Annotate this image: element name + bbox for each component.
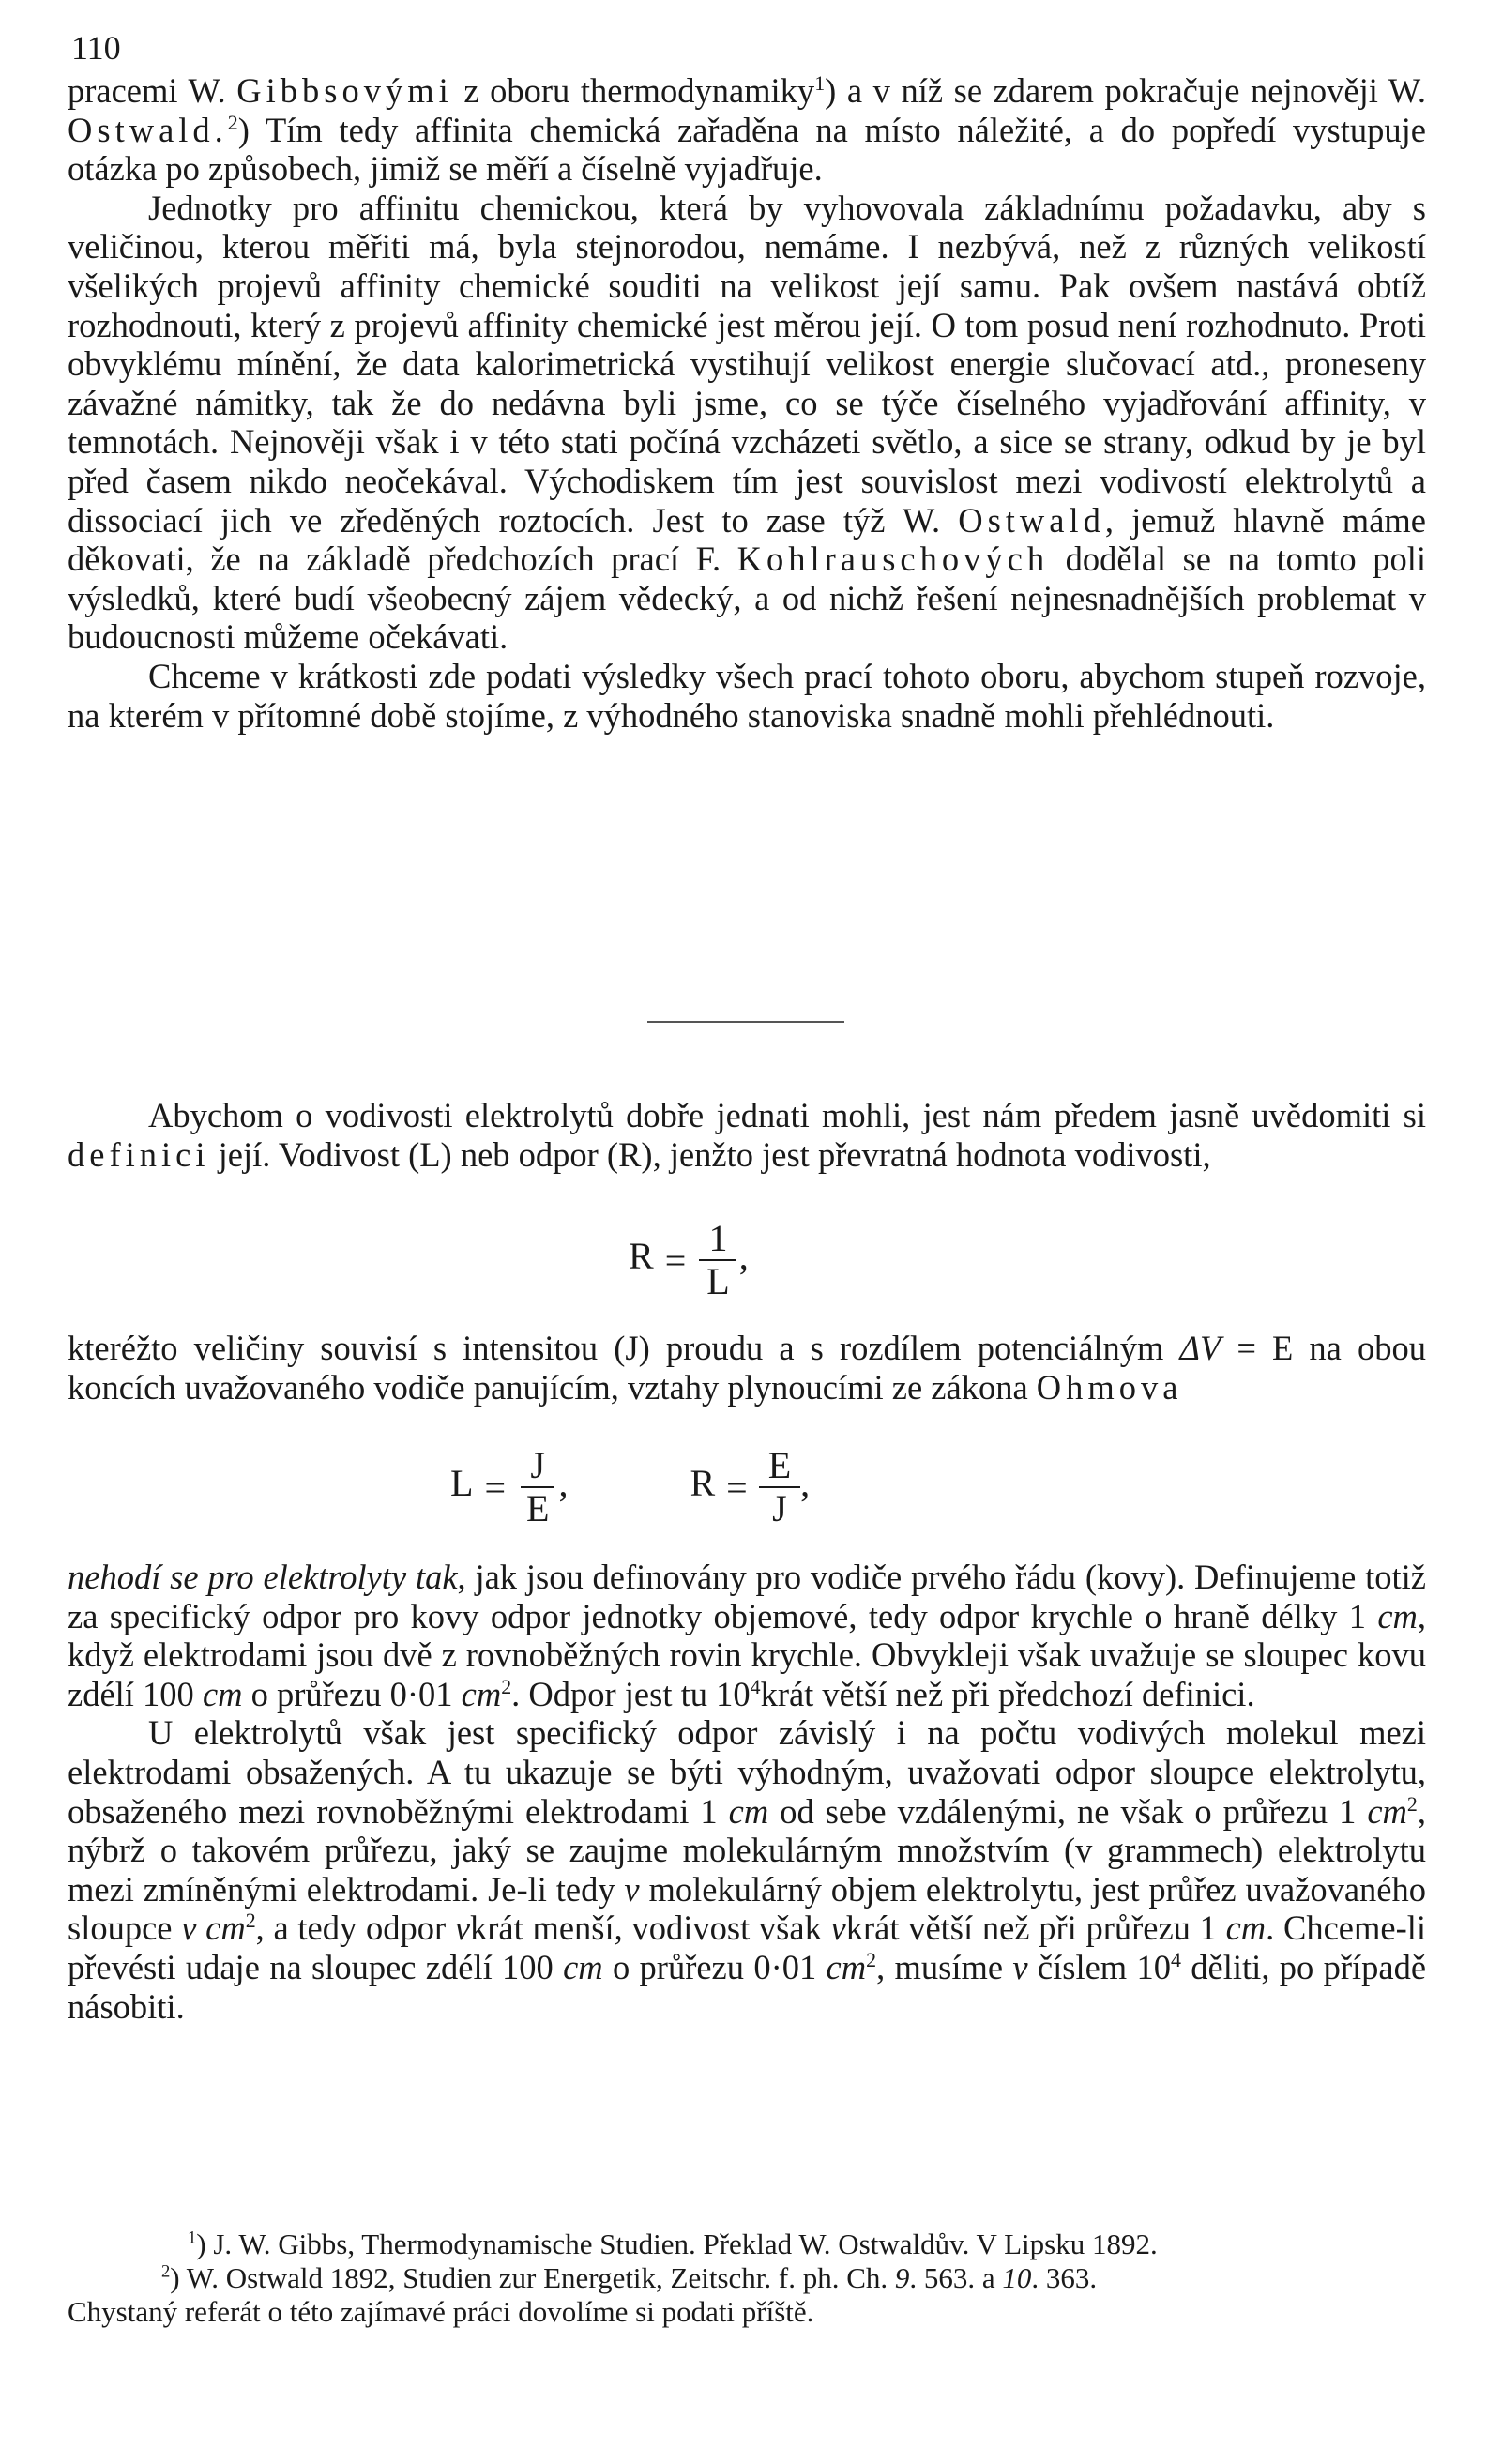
- name-gibbs: Gibbsovými: [236, 71, 453, 110]
- name-ostwald-2: Ostwald: [958, 500, 1105, 540]
- page-number: 110: [71, 29, 121, 67]
- formula-resistance: R = $\frac{1}{L}$ ,: [629, 1217, 749, 1302]
- section-divider: [647, 1021, 844, 1023]
- name-kohlrausch: Kohlrauschových: [736, 540, 1050, 579]
- text-section-2c: [68, 1558, 1426, 2026]
- text-section-2a: [68, 1096, 1426, 1174]
- paragraph-1: pracemi W. Gibbsovými z oboru thermodynamiky$^1$) a v níž se zdarem pokračuje nejnověji W. Ostwald.$^2$) Tím tedy affinita chemická zařaděna na místo náležité, a do popředí vystupuje otázka po způsobech, jimiž se měří a číselně vyjadřuje.: [68, 70, 1426, 189]
- paragraph-4: Abychom o vodivosti elektrolytů dobře jednati mohli, jest nám předem jasně uvědomiti si definici její. Vodivost (L) neb odpor (R), jenžto jest převratná hodnota vodivosti,: [68, 1096, 1426, 1174]
- footnotes: [68, 2228, 1426, 2329]
- formula-ohm-law: L = $\frac{J}{E}$ , R = $\frac{E}{J}$ ,: [450, 1444, 811, 1529]
- footnote-2: $^2$) W. Ostwald 1892, Studien zur Energetik, Zeitschr. f. ph. Ch. 9. 563. a 10. 363.: [161, 2261, 1098, 2294]
- paragraph-5: kteréžto veličiny souvisí s intensitou (J) proudu a s rozdílem potenciálným ΔV = E na obou koncích uvažovaného vodiče panujícím, vztahy plynoucími ze zákona Ohmova: [68, 1329, 1426, 1407]
- paragraph-3: Chceme v krátkosti zde podati výsledky všech prací tohoto oboru, abychom stupeň rozvoje, na kterém v přítomné době stojíme, z výhodného stanoviska snadně mohli přehlédnouti.: [68, 656, 1426, 735]
- paragraph-6: nehodí se pro elektrolyty tak, jak jsou definovány pro vodiče prvého řádu (kovy). Definujeme totiž za specifický odpor pro kovy odpor jednotky objemové, tedy odpor krychle o hraně délky 1 cm, když elektrodami jsou dvě z rovnoběžných rovin krychle. Obvykleji však uvažuje se sloupec kovu zdélí 100 cm o průřezu 0·01 $cm^2$. Odpor jest tu $10^4krát$ větší než při předchozí definici.: [68, 1558, 1427, 1713]
- name-ostwald: Ostwald.: [68, 110, 228, 149]
- footnote-2-continued: Chystaný referát o této zajímavé práci dovolíme si podati příště.: [68, 2295, 814, 2328]
- text-section-1: [68, 71, 1426, 735]
- term-definici: definici: [68, 1134, 210, 1174]
- name-ohm: Ohmova: [1036, 1367, 1183, 1407]
- footnote-ref-2: 2: [227, 110, 238, 134]
- paragraph-7: U elektrolytů však jest specifický odpor závislý i na počtu vodivých molekul mezi elektrodami obsažených. A tu ukazuje se býti výhodným, uvažovati odpor sloupce elektrolytu, obsaženého mezi rovnoběžnými elektrodami 1 cm od sebe vzdálenými, ne však o průřezu 1 $cm^2$, nýbrž o takovém průřezu, jaký se zaujme molekulárným množstvím (v grammech) elektrolytu mezi zmíněnými elektrodami. Je-li tedy v molekulárný objem elektrolytu, jest průřez uvažovaného sloupce v $cm^2$, a tedy odpor vkrát menší, vodivost však vkrát větší než při průřezu 1 cm. Chceme-li převésti udaje na sloupec zdélí 100 cm o průřezu 0·01 $cm^2$, musíme v číslem $10^4$ děliti, po případě násobiti.: [68, 1713, 1427, 2026]
- text-section-2b: [68, 1329, 1426, 1407]
- footnote-ref-1: 1: [814, 70, 826, 95]
- paragraph-2: Jednotky pro affinitu chemickou, která by vyhovovala základnímu požadavku, aby s veličinou, kterou měřiti má, byla stejnorodou, nemáme. I nezbývá, než z různých velikostí všelikých projevů affinity chemické souditi na velikost její samu. Pak ovšem nastává obtíž rozhodnouti, který z projevů affinity chemické jest měrou její. O tom posud není rozhodnuto. Proti obvyklému mínění, že data kalorimetrická vystihují velikost energie slučovací atd., proneseny závažné námitky, tak že do nedávna byli jsme, co se týče číselného vyjadřování affinity, v temnotách. Nejnověji však i v této stati počíná vzcházeti světlo, a sice se strany, odkud by je byl před časem nikdo neočekával. Východiskem tím jest souvislost mezi vodivostí elektrolytů a dissociací jich ve zředěných roztocích. Jest to zase týž W. Ostwald, jemuž hlavně máme děkovati, že na základě předchozích prací F. Kohlrauschových dodělal se na tomto poli výsledků, které budí všeobecný zájem vědecký, a od nichž řešení nejnesnadnějších problemat v budoucnosti můžeme očekávati.: [68, 188, 1426, 657]
- footnote-1: $^1$) J. W. Gibbs, Thermodynamische Studien. Překlad W. Ostwaldův. V Lipsku 1892.: [188, 2228, 1158, 2260]
